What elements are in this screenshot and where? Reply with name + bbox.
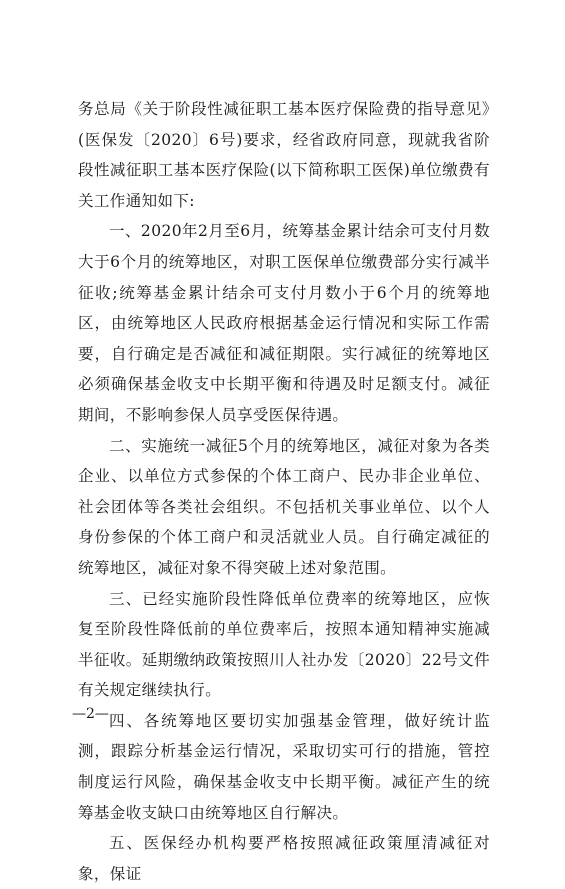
document-body [78,94,490,889]
paragraph-item-5: 五、医保经办机构要严格按照减征政策厘清减征对象，保证 [78,834,490,883]
page-number: —2— [72,706,109,722]
paragraph-continuation: 务总局《关于阶段性减征职工基本医疗保险费的指导意见》(医保发〔2020〕6号)要求，经省政府同意，现就我省阶段性减征职工基本医疗保险(以下简称职工医保)单位缴费有关工作通知如下: [78,100,490,210]
paragraph-item-4: 四、各统筹地区要切实加强基金管理，做好统计监测，跟踪分析基金运行情况，采取切实可行的措施，管控制度运行风险，确保基金收支中长期平衡。减征产生的统筹基金收支缺口由统筹地区自行解决。 [78,711,490,822]
paragraph-item-2: 二、实施统一减征5个月的统筹地区，减征对象为各类企业、以单位方式参保的个体工商户、民办非企业单位、社会团体等各类社会组织。不包括机关事业单位、以个人身份参保的个体工商户和灵活就业人员。自行确定减征的统筹地区，减征对象不得突破上述对象范围。 [78,436,490,577]
paragraph-item-3: 三、已经实施阶段性降低单位费率的统筹地区，应恢复至阶段性降低前的单位费率后，按照本通知精神实施减半征收。延期缴纳政策按照川人社办发〔2020〕22号文件有关规定继续执行。 [78,589,490,700]
paragraph-item-1: 一、2020年2月至6月，统筹基金累计结余可支付月数大于6个月的统筹地区，对职工医保单位缴费部分实行减半征收;统筹基金累计结余可支付月数小于6个月的统筹地区，由统筹地区人民政府根据基金运行情况和实际工作需要，自行确定是否减征和减征期限。实行减征的统筹地区必须确保基金收支中长期平衡和待遇及时足额支付。减征期间，不影响参保人员享受医保待遇。 [78,222,490,424]
